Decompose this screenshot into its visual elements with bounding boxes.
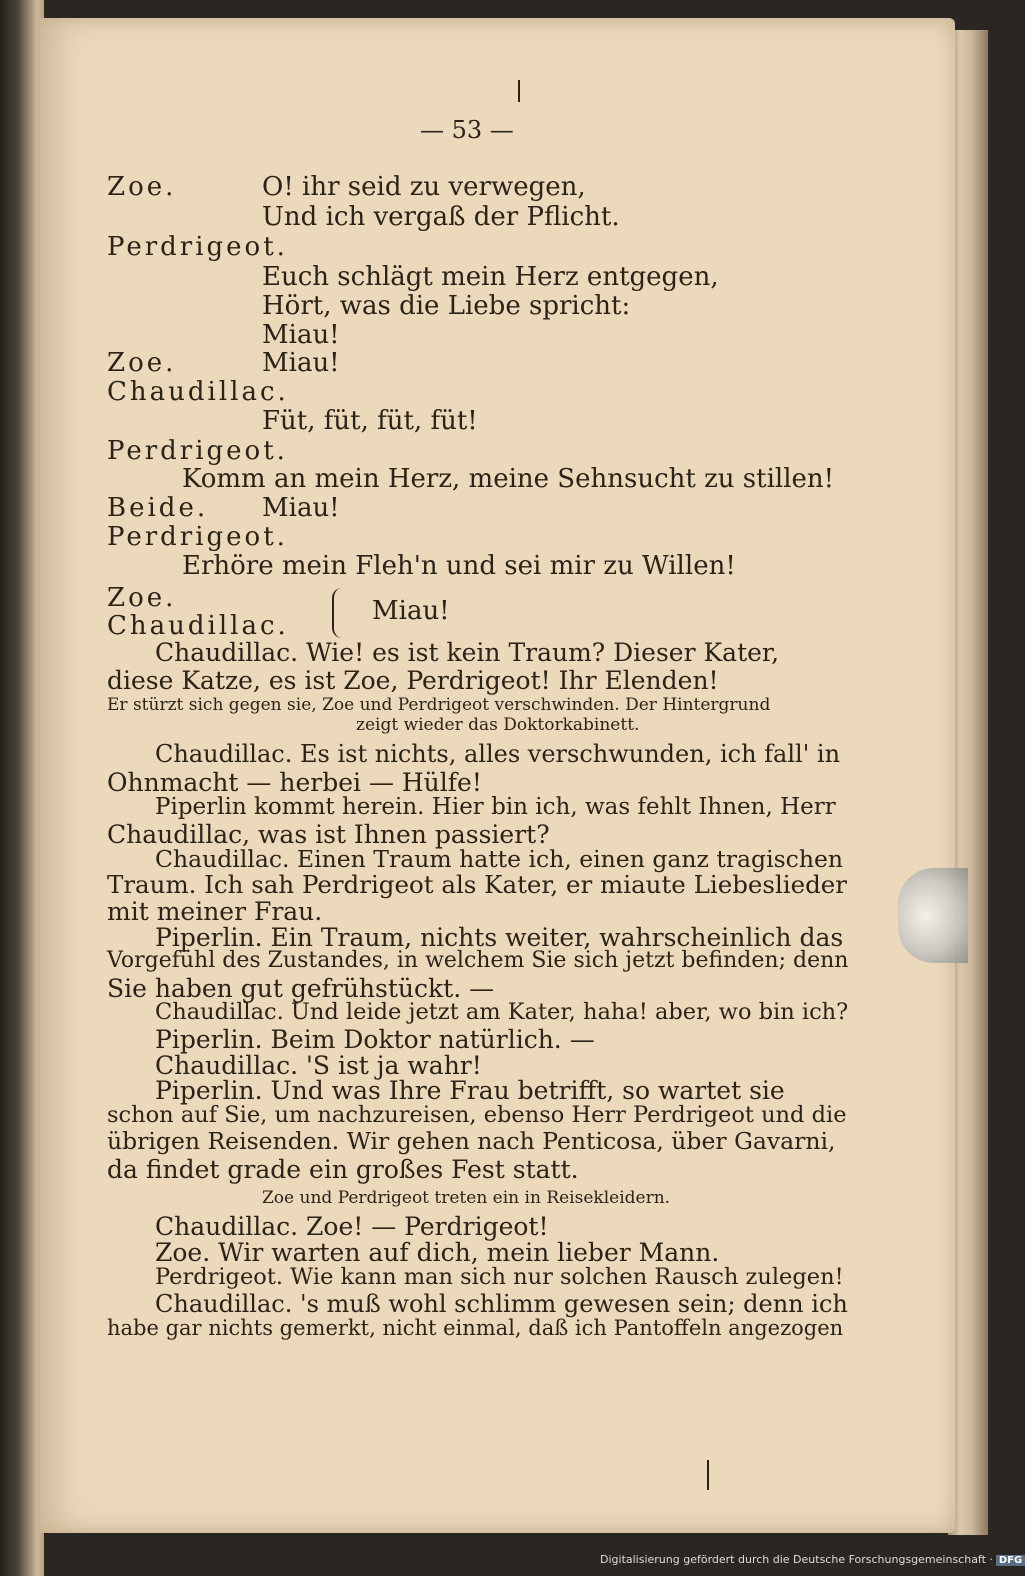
- verse-line: Miau!: [262, 493, 340, 523]
- verse-line: Hört, was die Liebe spricht:: [262, 291, 631, 321]
- dialogue-line: habe gar nichts gemerkt, nicht einmal, daß ich Pantoffeln angezogen: [107, 1316, 844, 1340]
- stage-direction: zeigt wieder das Doktorkabinett.: [356, 715, 640, 735]
- verse-line: Miau!: [262, 320, 340, 350]
- dialogue-line: mit meiner Frau.: [107, 897, 323, 926]
- dialogue-line: schon auf Sie, um nachzureisen, ebenso Herr Perdrigeot und die: [107, 1102, 847, 1128]
- dialogue-line: Piperlin. Beim Doktor natürlich. —: [155, 1025, 595, 1054]
- dialogue-line: Zoe. Wir warten auf dich, mein lieber Mann.: [155, 1238, 720, 1267]
- pencil-mark-top: [518, 80, 520, 102]
- dialogue-line: Chaudillac. 's muß wohl schlimm gewesen sein; denn ich: [155, 1290, 848, 1318]
- verse-line: Erhöre mein Fleh'n und sei mir zu Willen!: [182, 551, 736, 581]
- speaker-zoe: Zoe.: [107, 348, 177, 378]
- dialogue-line: Piperlin kommt herein. Hier bin ich, was fehlt Ihnen, Herr: [155, 794, 836, 820]
- dialogue-line: Chaudillac. Es ist nichts, alles verschwunden, ich fall' in: [155, 740, 841, 768]
- speaker-zoe: Zoe.: [107, 583, 177, 613]
- verse-line: Füt, füt, füt, füt!: [262, 406, 478, 436]
- dialogue-line: Ohnmacht — herbei — Hülfe!: [107, 768, 482, 797]
- dialogue-line: Piperlin. Ein Traum, nichts weiter, wahrscheinlich das: [155, 923, 844, 952]
- verse-line: Miau!: [262, 348, 340, 378]
- verse-line: O! ihr seid zu verwegen,: [262, 172, 586, 202]
- dfg-logo: DFG: [996, 1555, 1025, 1566]
- dialogue-line: Perdrigeot. Wie kann man sich nur solchen Rausch zulegen!: [155, 1264, 844, 1290]
- pencil-mark-bottom: [707, 1460, 709, 1490]
- bookmark-clip: [898, 868, 968, 963]
- dialogue-line: da findet grade ein großes Fest statt.: [107, 1155, 579, 1184]
- dialogue-line: diese Katze, es ist Zoe, Perdrigeot! Ihr Elenden!: [107, 666, 719, 695]
- credit-text: Digitalisierung gefördert durch die Deutsche Forschungsgemeinschaft ·: [600, 1553, 993, 1566]
- dialogue-line: Chaudillac. Wie! es ist kein Traum? Dieser Kater,: [155, 638, 780, 667]
- dialogue-line: Chaudillac, was ist Ihnen passiert?: [107, 820, 550, 849]
- verse-line: Euch schlägt mein Herz entgegen,: [262, 262, 719, 292]
- speaker-perdrigeot: Perdrigeot.: [107, 232, 288, 262]
- page-number: — 53 —: [420, 116, 514, 144]
- dialogue-line: Sie haben gut gefrühstückt. —: [107, 974, 495, 1003]
- dialogue-line: Vorgefühl des Zustandes, in welchem Sie sich jetzt befinden; denn: [107, 948, 849, 973]
- stage-direction: Zoe und Perdrigeot treten ein in Reisekleidern.: [262, 1188, 671, 1208]
- verse-line: Miau!: [372, 596, 450, 626]
- digitization-credit: [600, 1553, 1025, 1566]
- dialogue-line: Chaudillac. Einen Traum hatte ich, einen ganz tragischen: [155, 845, 844, 873]
- verse-line: Und ich vergaß der Pflicht.: [262, 202, 620, 232]
- speaker-chaudillac: Chaudillac.: [107, 377, 289, 407]
- dialogue-line: Chaudillac. 'S ist ja wahr!: [155, 1051, 482, 1080]
- speaker-perdrigeot: Perdrigeot.: [107, 522, 288, 552]
- dialogue-line: Chaudillac. Und leide jetzt am Kater, haha! aber, wo bin ich?: [155, 999, 849, 1025]
- book-spine-left: [0, 0, 44, 1576]
- dialogue-line: Traum. Ich sah Perdrigeot als Kater, er miaute Liebeslieder: [107, 870, 848, 899]
- stage-direction: Er stürzt sich gegen sie, Zoe und Perdrigeot verschwinden. Der Hintergrund: [107, 695, 771, 715]
- speaker-zoe: Zoe.: [107, 172, 177, 202]
- speaker-chaudillac: Chaudillac.: [107, 611, 289, 641]
- dialogue-line: übrigen Reisenden. Wir gehen nach Penticosa, über Gavarni,: [107, 1127, 836, 1155]
- dialogue-line: Piperlin. Und was Ihre Frau betrifft, so wartet sie: [155, 1076, 785, 1105]
- speaker-perdrigeot: Perdrigeot.: [107, 436, 288, 466]
- verse-line: Komm an mein Herz, meine Sehnsucht zu stillen!: [182, 464, 835, 494]
- speaker-brace: [332, 588, 354, 638]
- dialogue-line: Chaudillac. Zoe! — Perdrigeot!: [155, 1212, 549, 1241]
- speaker-beide: Beide.: [107, 493, 209, 523]
